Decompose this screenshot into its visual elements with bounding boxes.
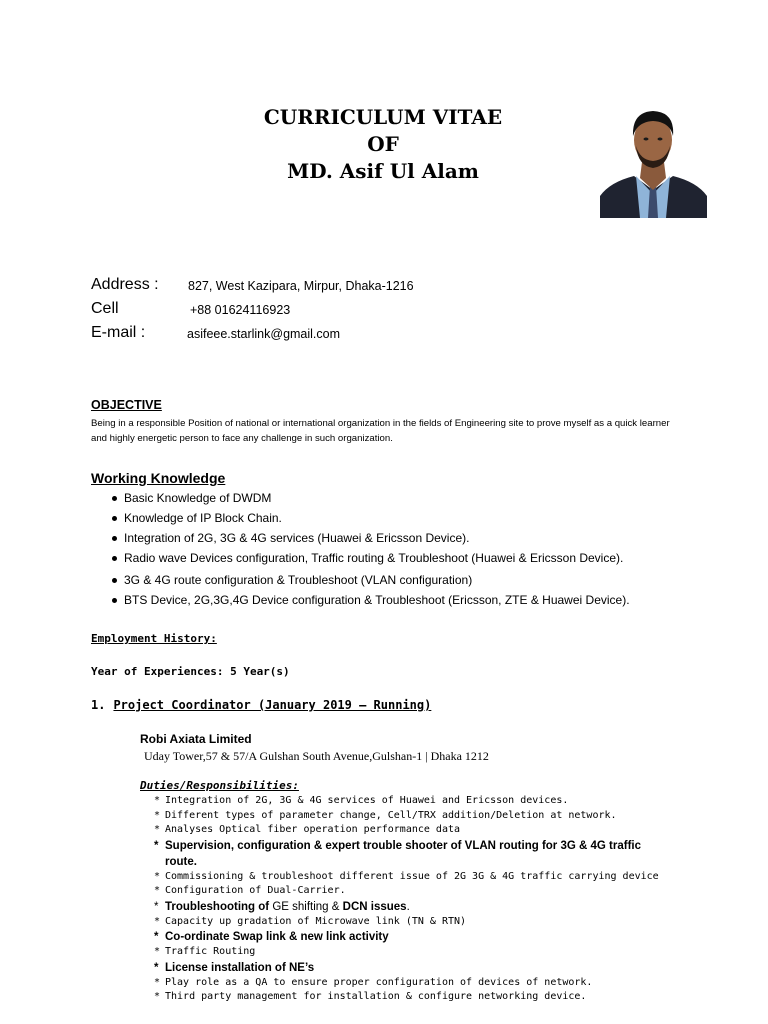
duty-item [154, 884, 714, 899]
working-knowledge-section [91, 470, 711, 610]
duty-item [154, 929, 714, 945]
company-name: Robi Axiata Limited [140, 732, 252, 746]
address-row [91, 276, 611, 300]
objective-body: Being in a responsible Position of national or international organization in the fields of Engineering site to prove myself as a quick learner and highly energetic person to face any challenge in such organization. [91, 418, 670, 444]
duty-item [154, 794, 714, 809]
job-title [91, 698, 431, 712]
working-knowledge-heading: Working Knowledge [91, 470, 226, 486]
email-value: asifeee.starlink@gmail.com [187, 327, 341, 341]
duty-text-part: GE shifting [272, 900, 329, 913]
list-item-text: Knowledge of IP Block Chain. [124, 511, 282, 525]
duty-text: Play role as a QA to ensure proper configuration of devices of network. [165, 976, 593, 988]
employment-heading: Employment History: [91, 632, 217, 645]
title-line-3: MD. Asif Ul Alam [287, 159, 479, 183]
address-value: 827, West Kazipara, Mirpur, Dhaka-1216 [188, 279, 414, 293]
star-bullet: * [154, 824, 161, 835]
address-label: Address : [91, 276, 159, 293]
duty-text: Co-ordinate Swap link & new link activity [165, 931, 389, 943]
email-label: E-mail : [91, 324, 146, 341]
profile-photo [600, 104, 707, 218]
star-bullet: * [154, 809, 161, 821]
duty-item [154, 990, 714, 1005]
duty-text: Third party management for installation & configure networking device. [165, 991, 587, 1002]
duty-item [154, 838, 665, 870]
star-bullet: * [154, 931, 159, 943]
duty-text: Configuration of Dual-Carrier. [165, 885, 346, 896]
duty-text: Different types of parameter change, Cell/TRX addition/Deletion at network. [165, 809, 617, 821]
bullet-icon [112, 536, 117, 541]
duty-item [154, 976, 714, 991]
duty-item [154, 809, 714, 824]
list-item [91, 590, 711, 610]
star-bullet: * [154, 946, 161, 957]
duty-text: Integration of 2G, 3G & 4G services of Huawei and Ericsson devices. [165, 795, 569, 806]
list-item [91, 570, 711, 590]
star-bullet: * [154, 991, 161, 1002]
cell-row [91, 300, 611, 324]
duty-text-part: . [406, 900, 410, 913]
duties-heading: Duties/Responsibilities: [140, 779, 299, 792]
company-address: Uday Tower,57 & 57/A Gulshan South Avenue,Gulshan-1 | Dhaka 1212 [144, 749, 489, 763]
star-bullet: * [154, 870, 161, 882]
star-bullet: * [154, 795, 161, 806]
bullet-icon [112, 598, 117, 603]
star-bullet: * [154, 839, 159, 852]
bullet-icon [112, 496, 117, 501]
duty-text: Supervision, configuration & expert trouble shooter of VLAN routing for 3G & 4G traffic route. [165, 839, 642, 868]
title-line-1: CURRICULUM VITAE [263, 105, 503, 129]
duty-text: Capacity up gradation of Microwave link (TN & RTN) [165, 915, 467, 927]
bullet-icon [112, 578, 117, 583]
job-number: 1. [91, 698, 106, 712]
duty-text: License installation of NE’s [165, 961, 315, 974]
star-bullet: * [154, 915, 161, 927]
duty-item [154, 915, 714, 930]
list-item-text: BTS Device, 2G,3G,4G Device configuration & Troubleshoot (Ericsson, ZTE & Huawei Device). [124, 593, 630, 607]
years-of-experience: Year of Experiences: 5 Year(s) [91, 665, 290, 678]
contact-section [91, 276, 611, 348]
star-bullet: * [154, 885, 161, 896]
duty-text-part: Troubleshooting of [165, 900, 273, 913]
duty-text: Commissioning & troubleshoot different issue of 2G 3G & 4G traffic carrying device [165, 870, 659, 882]
star-bullet: * [154, 976, 161, 988]
list-item-text: 3G & 4G route configuration & Troubleshoot (VLAN configuration) [124, 573, 473, 587]
duty-text-part: DCN issues [342, 900, 407, 913]
email-row [91, 324, 611, 348]
list-item [91, 548, 711, 568]
objective-heading: OBJECTIVE [91, 398, 162, 412]
list-item-text: Radio wave Devices configuration, Traffic routing & Troubleshoot (Huawei & Ericsson Device). [124, 551, 624, 565]
list-item-text: Basic Knowledge of DWDM [124, 491, 272, 505]
list-item-text: Integration of 2G, 3G & 4G services (Huawei & Ericsson Device). [124, 531, 470, 545]
duty-item [154, 823, 714, 838]
star-bullet: * [154, 900, 159, 913]
title-line-2: OF [367, 132, 399, 156]
duty-item [154, 945, 714, 960]
duty-item [154, 899, 714, 915]
star-bullet: * [154, 961, 159, 974]
list-item [91, 508, 711, 528]
duty-item [154, 870, 714, 885]
duty-text: Analyses Optical fiber operation performance data [165, 824, 461, 835]
working-knowledge-list [91, 488, 711, 610]
list-item [91, 528, 711, 548]
bullet-icon [112, 556, 117, 561]
cell-label: Cell [91, 300, 119, 317]
duties-list [154, 794, 714, 1005]
cell-value: +88 01624116923 [190, 303, 291, 317]
duty-item [154, 960, 714, 976]
list-item [91, 488, 711, 508]
job-title-text: Project Coordinator (January 2019 – Running) [113, 698, 432, 712]
objective-section [91, 398, 671, 446]
cv-title [232, 104, 534, 185]
bullet-icon [112, 516, 117, 521]
duty-text-part: & [328, 900, 343, 913]
duty-text: Traffic Routing [165, 946, 256, 957]
